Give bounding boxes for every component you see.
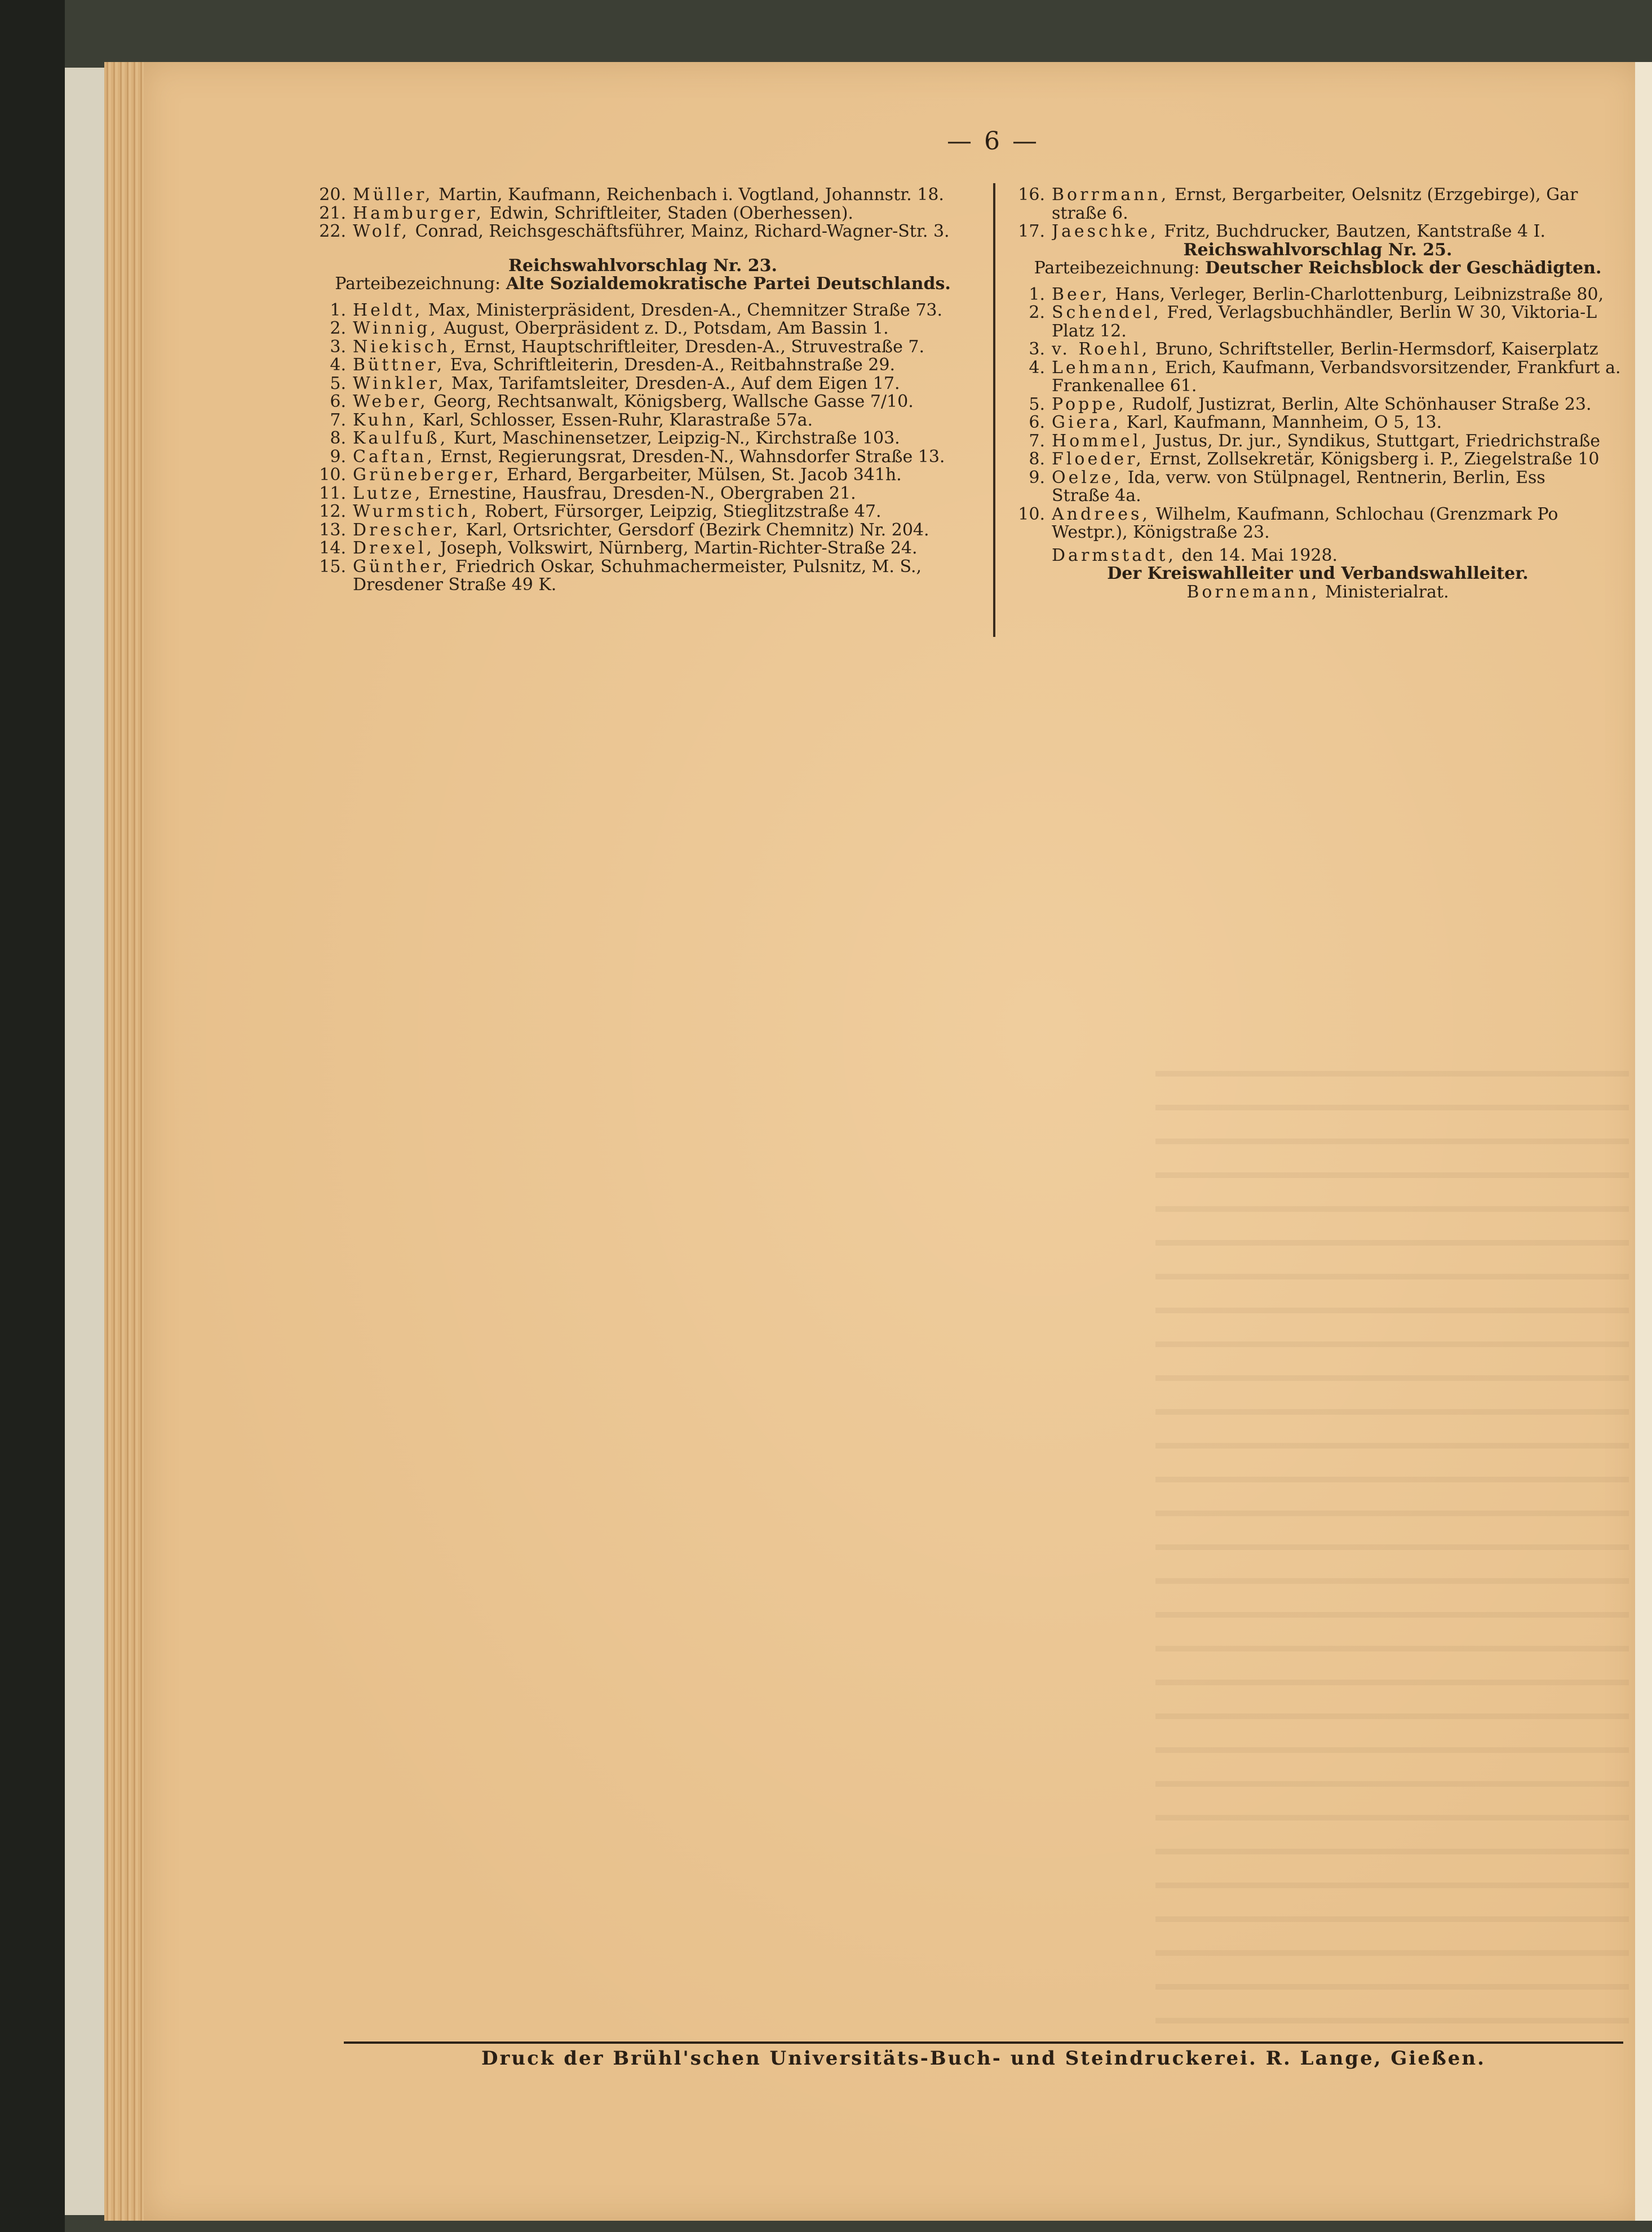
- printer-imprint: Druck der Brühl'schen Universitäts-Buch- und Steindruckerei. R. Lange, Gießen.: [481, 2047, 1486, 2070]
- candidate-surname: Weber,: [353, 393, 428, 411]
- item-continuation: straße 6.: [1052, 203, 1128, 223]
- next-page-strip: [1635, 62, 1652, 2221]
- list-item: [309, 448, 977, 467]
- item-text: [1052, 414, 1628, 432]
- candidate-list-23: [309, 302, 977, 595]
- candidate-surname: Jaeschke,: [1052, 223, 1159, 241]
- item-number: 7.: [330, 410, 346, 430]
- list-item: [309, 503, 977, 521]
- item-text: [353, 411, 977, 430]
- spacer: [1008, 278, 1628, 286]
- item-text: [1052, 186, 1628, 205]
- list-item: [309, 338, 977, 357]
- page-edge-light: [65, 68, 104, 2215]
- date: den 14. Mai 1928.: [1176, 545, 1338, 565]
- spacer: [309, 241, 977, 257]
- candidate-surname: Hamburger,: [353, 204, 484, 223]
- signature-title: Der Kreiswahlleiter und Verbandswahlleiter.: [1107, 564, 1529, 583]
- candidate-details: Ida, verw. von Stülpnagel, Rentnerin, Berlin, Ess: [1122, 468, 1545, 487]
- candidate-details: Erich, Kaufmann, Verbandsvorsitzender, Frankfurt a.: [1159, 358, 1621, 377]
- item-text: [353, 521, 977, 540]
- item-text: [353, 186, 977, 205]
- item-text: [1052, 340, 1628, 359]
- candidate-surname: Caftan,: [353, 448, 435, 466]
- item-text: [353, 393, 977, 411]
- candidate-details: Hans, Verleger, Berlin-Charlottenburg, Leibnizstraße 80,: [1110, 285, 1604, 304]
- candidate-surname: Wurmstich,: [353, 503, 480, 521]
- party-label: Parteibezeichnung:: [1034, 258, 1200, 278]
- candidate-details: Robert, Fürsorger, Leipzig, Stieglitzstraße 47.: [479, 503, 882, 521]
- candidate-details: Rudolf, Justizrat, Berlin, Alte Schönhauser Straße 23.: [1126, 395, 1592, 414]
- page-number: — 6 —: [947, 127, 1039, 156]
- list-item: [1008, 450, 1628, 469]
- candidate-details: Ernst, Regierungsrat, Dresden-N., Wahnsdorfer Straße 13.: [435, 448, 945, 466]
- item-continuation: Westpr.), Königstraße 23.: [1052, 522, 1270, 542]
- list-continuation-left: [309, 186, 977, 241]
- item-text: [353, 466, 977, 485]
- list-item: [1008, 469, 1628, 488]
- item-number: 7.: [1029, 431, 1045, 451]
- item-text: [353, 205, 977, 223]
- item-text: [353, 375, 977, 393]
- item-number: 5.: [1029, 394, 1045, 414]
- candidate-surname: Kuhn,: [353, 411, 418, 429]
- place-date: [1008, 547, 1628, 565]
- party-name: Alte Sozialdemokratische Partei Deutschlands.: [506, 274, 951, 294]
- candidate-details: Joseph, Volkswirt, Nürnberg, Martin-Richter-Straße 24.: [434, 539, 918, 558]
- item-number: 8.: [330, 428, 346, 448]
- right-column: [1008, 186, 1628, 601]
- scan-background: [0, 0, 65, 2232]
- candidate-surname: Winkler,: [353, 374, 446, 393]
- footer-rule: [344, 2041, 1623, 2044]
- candidate-details: Conrad, Reichsgeschäftsführer, Mainz, Richard-Wagner-Str. 3.: [410, 223, 950, 241]
- item-text: [1052, 506, 1628, 524]
- list-item: [1008, 304, 1628, 322]
- candidate-details: Max, Ministerpräsident, Dresden-A., Chemnitzer Straße 73.: [423, 301, 943, 320]
- list-item: [309, 223, 977, 241]
- list-item: [309, 466, 977, 485]
- list-item: [1008, 414, 1628, 432]
- candidate-surname: Winnig,: [353, 320, 439, 338]
- candidate-list-25: [1008, 286, 1628, 542]
- list-item: [309, 320, 977, 338]
- column-divider: [993, 183, 995, 637]
- list-item: [309, 356, 977, 375]
- item-number: 10.: [319, 465, 346, 485]
- item-number: 9.: [1029, 467, 1045, 488]
- list-item: [309, 393, 977, 411]
- signature: [1008, 583, 1628, 602]
- stacked-page-edges: [104, 62, 144, 2221]
- candidate-surname: Lehmann,: [1052, 358, 1160, 377]
- candidate-details: Ernestine, Hausfrau, Dresden-N., Obergraben 21.: [423, 484, 856, 503]
- list-item: [309, 375, 977, 393]
- item-text: [353, 485, 977, 503]
- candidate-surname: Borrmann,: [1052, 186, 1170, 205]
- item-number: 22.: [319, 222, 346, 241]
- candidate-details: Ernst, Zollsekretär, Königsberg i. P., Ziegelstraße 10: [1144, 450, 1600, 469]
- list-item: [309, 558, 977, 577]
- candidate-details: Fred, Verlagsbuchhändler, Berlin W 30, Viktoria-L: [1161, 304, 1597, 322]
- candidate-surname: Floeder,: [1052, 450, 1144, 469]
- item-number: 14.: [319, 538, 346, 558]
- item-text: [1052, 223, 1628, 241]
- item-text: [353, 356, 977, 375]
- list-item: [1008, 396, 1628, 414]
- party-line-23: [309, 275, 977, 294]
- left-column: [309, 186, 977, 595]
- item-number: 4.: [1029, 357, 1045, 378]
- candidate-details: Ernst, Bergarbeiter, Oelsnitz (Erzgebirge), Gar: [1169, 186, 1578, 205]
- item-number: 4.: [330, 355, 346, 375]
- candidate-surname: v. Roehl,: [1052, 340, 1150, 359]
- party-line-25: [1008, 259, 1628, 278]
- candidate-details: Max, Tarifamtsleiter, Dresden-A., Auf dem Eigen 17.: [446, 374, 900, 393]
- item-continuation: Dresdener Straße 49 K.: [353, 575, 557, 595]
- list-item: [1008, 286, 1628, 304]
- item-continuation: Straße 4a.: [1052, 486, 1141, 506]
- list-item: [309, 186, 977, 205]
- item-text: [1052, 450, 1628, 469]
- item-number: 1.: [330, 300, 346, 320]
- candidate-details: Karl, Kaufmann, Mannheim, O 5, 13.: [1121, 414, 1442, 432]
- candidate-details: Kurt, Maschinensetzer, Leipzig-N., Kirchstraße 103.: [448, 429, 900, 448]
- item-number: 3.: [1029, 339, 1045, 359]
- item-number: 17.: [1018, 222, 1045, 241]
- candidate-surname: Oelze,: [1052, 468, 1123, 487]
- candidate-surname: Drescher,: [353, 521, 461, 539]
- list-item: [1008, 506, 1628, 524]
- item-text: [353, 448, 977, 467]
- candidate-surname: Büttner,: [353, 356, 445, 375]
- list-item: [309, 539, 977, 558]
- candidate-surname: Niekisch,: [353, 338, 459, 356]
- candidate-surname: Müller,: [353, 186, 433, 205]
- candidate-surname: Poppe,: [1052, 395, 1127, 414]
- item-number: 10.: [1018, 504, 1045, 524]
- candidate-surname: Wolf,: [353, 223, 410, 241]
- party-label: Parteibezeichnung:: [335, 274, 501, 294]
- list-item: [309, 302, 977, 320]
- item-text: [353, 302, 977, 320]
- candidate-details: Friedrich Oskar, Schuhmachermeister, Pulsnitz, M. S.,: [450, 557, 922, 576]
- item-text: [353, 338, 977, 357]
- candidate-details: Justus, Dr. jur., Syndikus, Stuttgart, Friedrichstraße: [1149, 432, 1601, 450]
- item-text: [1052, 396, 1628, 414]
- candidate-details: Karl, Schlosser, Essen-Ruhr, Klarastraße 57a.: [417, 411, 813, 429]
- item-number: 6.: [330, 392, 346, 411]
- item-text: [1052, 359, 1628, 378]
- list-item: [1008, 359, 1628, 378]
- signature-role: Ministerialrat.: [1319, 582, 1449, 602]
- item-number: 12.: [319, 502, 346, 521]
- item-number: 20.: [319, 185, 346, 205]
- item-text: [353, 503, 977, 521]
- candidate-details: Fritz, Buchdrucker, Bautzen, Kantstraße 4 I.: [1158, 223, 1546, 241]
- candidate-details: Martin, Kaufmann, Reichenbach i. Vogtland, Johannstr. 18.: [433, 186, 944, 205]
- candidate-details: Ernst, Hauptschriftleiter, Dresden-A., Struvestraße 7.: [458, 338, 925, 356]
- candidate-surname: Andrees,: [1052, 505, 1150, 524]
- candidate-details: Edwin, Schriftleiter, Staden (Oberhessen).: [484, 204, 853, 223]
- item-text: [353, 558, 977, 577]
- item-number: 13.: [319, 520, 346, 540]
- party-name: Deutscher Reichsblock der Geschädigten.: [1205, 258, 1602, 278]
- candidate-surname: Schendel,: [1052, 304, 1162, 322]
- item-text: [353, 320, 977, 338]
- section-heading-23: Reichswahlvorschlag Nr. 23.: [508, 255, 777, 276]
- item-text: [1052, 286, 1628, 304]
- candidate-surname: Hommel,: [1052, 432, 1150, 450]
- list-item: [309, 485, 977, 503]
- item-number: 15.: [319, 556, 346, 577]
- item-number: 21.: [319, 203, 346, 223]
- list-continuation-right: [1008, 186, 1628, 241]
- list-item: [1008, 340, 1628, 359]
- item-text: [1052, 304, 1628, 322]
- section-heading-25: Reichswahlvorschlag Nr. 25.: [1183, 240, 1452, 260]
- item-number: 3.: [330, 336, 346, 357]
- item-number: 8.: [1029, 449, 1045, 469]
- list-item: [309, 521, 977, 540]
- candidate-surname: Lutze,: [353, 484, 423, 503]
- list-item: [309, 411, 977, 430]
- item-text: [353, 539, 977, 558]
- candidate-surname: Grüneberger,: [353, 466, 502, 485]
- candidate-details: Bruno, Schriftsteller, Berlin-Hermsdorf, Kaiserplatz: [1150, 340, 1598, 359]
- candidate-surname: Günther,: [353, 557, 450, 576]
- list-item: [309, 429, 977, 448]
- signature-name: Bornemann,: [1186, 582, 1320, 602]
- list-item: [309, 205, 977, 223]
- item-number: 11.: [319, 483, 346, 503]
- item-number: 16.: [1018, 185, 1045, 205]
- candidate-details: Erhard, Bergarbeiter, Mülsen, St. Jacob 341h.: [501, 466, 902, 485]
- candidate-surname: Heldt,: [353, 301, 423, 320]
- candidate-details: Karl, Ortsrichter, Gersdorf (Bezirk Chemnitz) Nr. 204.: [460, 521, 929, 539]
- item-continuation: Platz 12.: [1052, 321, 1127, 341]
- item-text: [1052, 469, 1628, 488]
- candidate-surname: Giera,: [1052, 414, 1122, 432]
- item-number: 1.: [1029, 284, 1045, 304]
- list-item: [1008, 432, 1628, 451]
- candidate-details: August, Oberpräsident z. D., Potsdam, Am Bassin 1.: [438, 320, 889, 338]
- candidate-details: Wilhelm, Kaufmann, Schlochau (Grenzmark Po: [1150, 505, 1558, 524]
- item-continuation: Frankenallee 61.: [1052, 376, 1197, 396]
- item-number: 2.: [1029, 303, 1045, 322]
- item-text: [1052, 432, 1628, 451]
- candidate-details: Eva, Schriftleiterin, Dresden-A., Reitbahnstraße 29.: [445, 356, 896, 375]
- item-number: 9.: [330, 446, 346, 467]
- spacer: [309, 294, 977, 302]
- list-item: [1008, 223, 1628, 241]
- candidate-surname: Drexel,: [353, 539, 435, 558]
- item-number: 5.: [330, 373, 346, 393]
- candidate-surname: Beer,: [1052, 285, 1110, 304]
- place-name: Darmstadt,: [1052, 545, 1176, 565]
- candidate-details: Georg, Rechtsanwalt, Königsberg, Wallsche Gasse 7/10.: [428, 393, 914, 411]
- item-number: 2.: [330, 318, 346, 338]
- list-item: [1008, 186, 1628, 205]
- item-number: 6.: [1029, 413, 1045, 432]
- bleed-through-text: [1155, 1071, 1629, 2029]
- candidate-surname: Kaulfuß,: [353, 429, 449, 448]
- item-text: [353, 429, 977, 448]
- item-text: [353, 223, 977, 241]
